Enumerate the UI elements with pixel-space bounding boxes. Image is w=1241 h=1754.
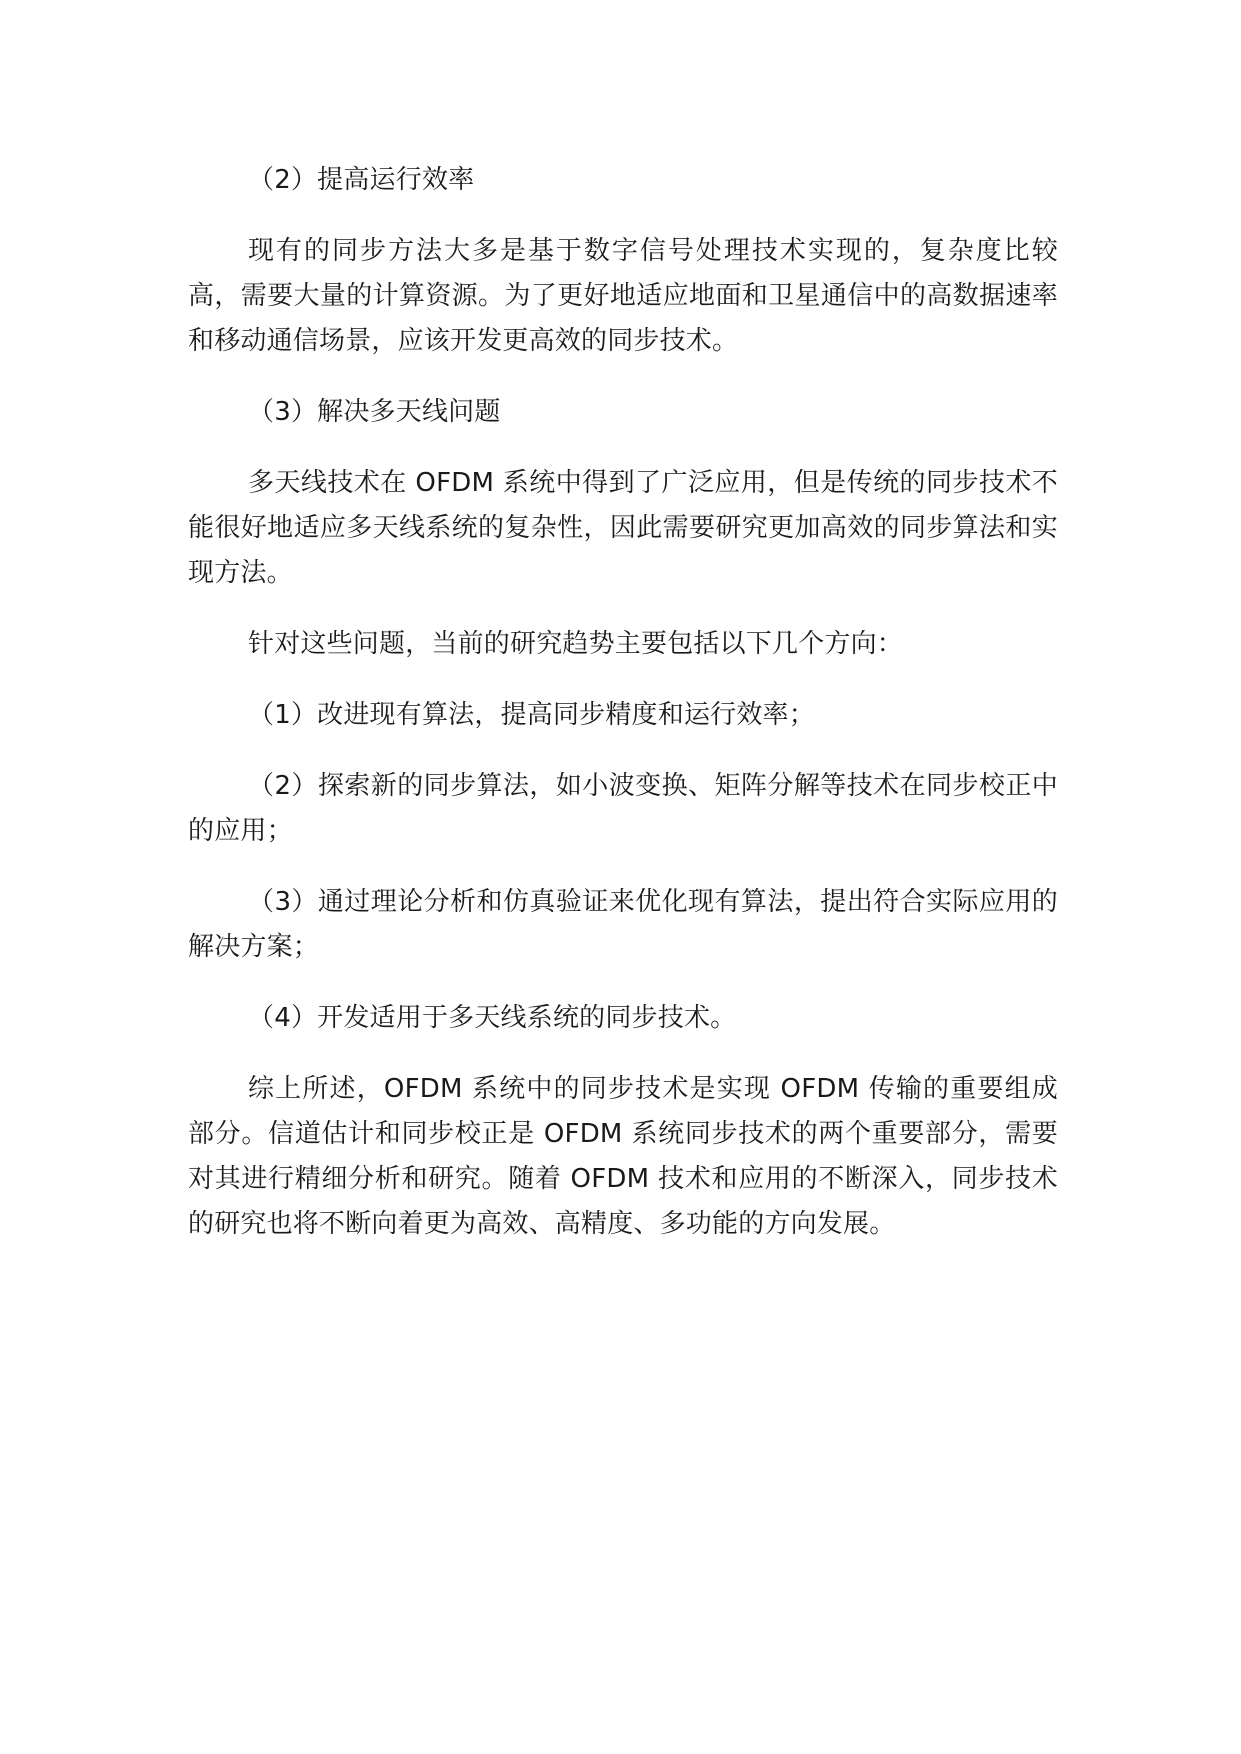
paragraph-multi-antenna: 多天线技术在 OFDM 系统中得到了广泛应用，但是传统的同步技术不能很好地适应多天线系统的复杂性，因此需要研究更加高效的同步算法和实现方法。 <box>188 468 1058 588</box>
document-body <box>188 158 1058 1247</box>
list-item-1: （1）改进现有算法，提高同步精度和运行效率； <box>248 700 815 730</box>
list-item-2: （2）探索新的同步算法，如小波变换、矩阵分解等技术在同步校正中的应用； <box>188 771 1058 846</box>
paragraph-efficiency: 现有的同步方法大多是基于数字信号处理技术实现的，复杂度比较高，需要大量的计算资源。为了更好地适应地面和卫星通信中的高数据速率和移动通信场景，应该开发更高效的同步技术。 <box>188 236 1058 356</box>
paragraph-conclusion: 综上所述，OFDM 系统中的同步技术是实现 OFDM 传输的重要组成部分。信道估计和同步校正是 OFDM 系统同步技术的两个重要部分，需要对其进行精细分析和研究。随着 OFDM 技术和应用的不断深入，同步技术的研究也将不断向着更为高效、高精度、多功能的方向发展。 <box>188 1074 1058 1239</box>
heading-improve-efficiency: （2）提高运行效率 <box>248 165 475 195</box>
list-item-3: （3）通过理论分析和仿真验证来优化现有算法，提出符合实际应用的解决方案； <box>188 887 1058 962</box>
heading-multi-antenna: （3）解决多天线问题 <box>248 397 501 427</box>
list-item-4: （4）开发适用于多天线系统的同步技术。 <box>248 1003 737 1033</box>
paragraph-trends-intro: 针对这些问题，当前的研究趋势主要包括以下几个方向： <box>248 629 904 659</box>
